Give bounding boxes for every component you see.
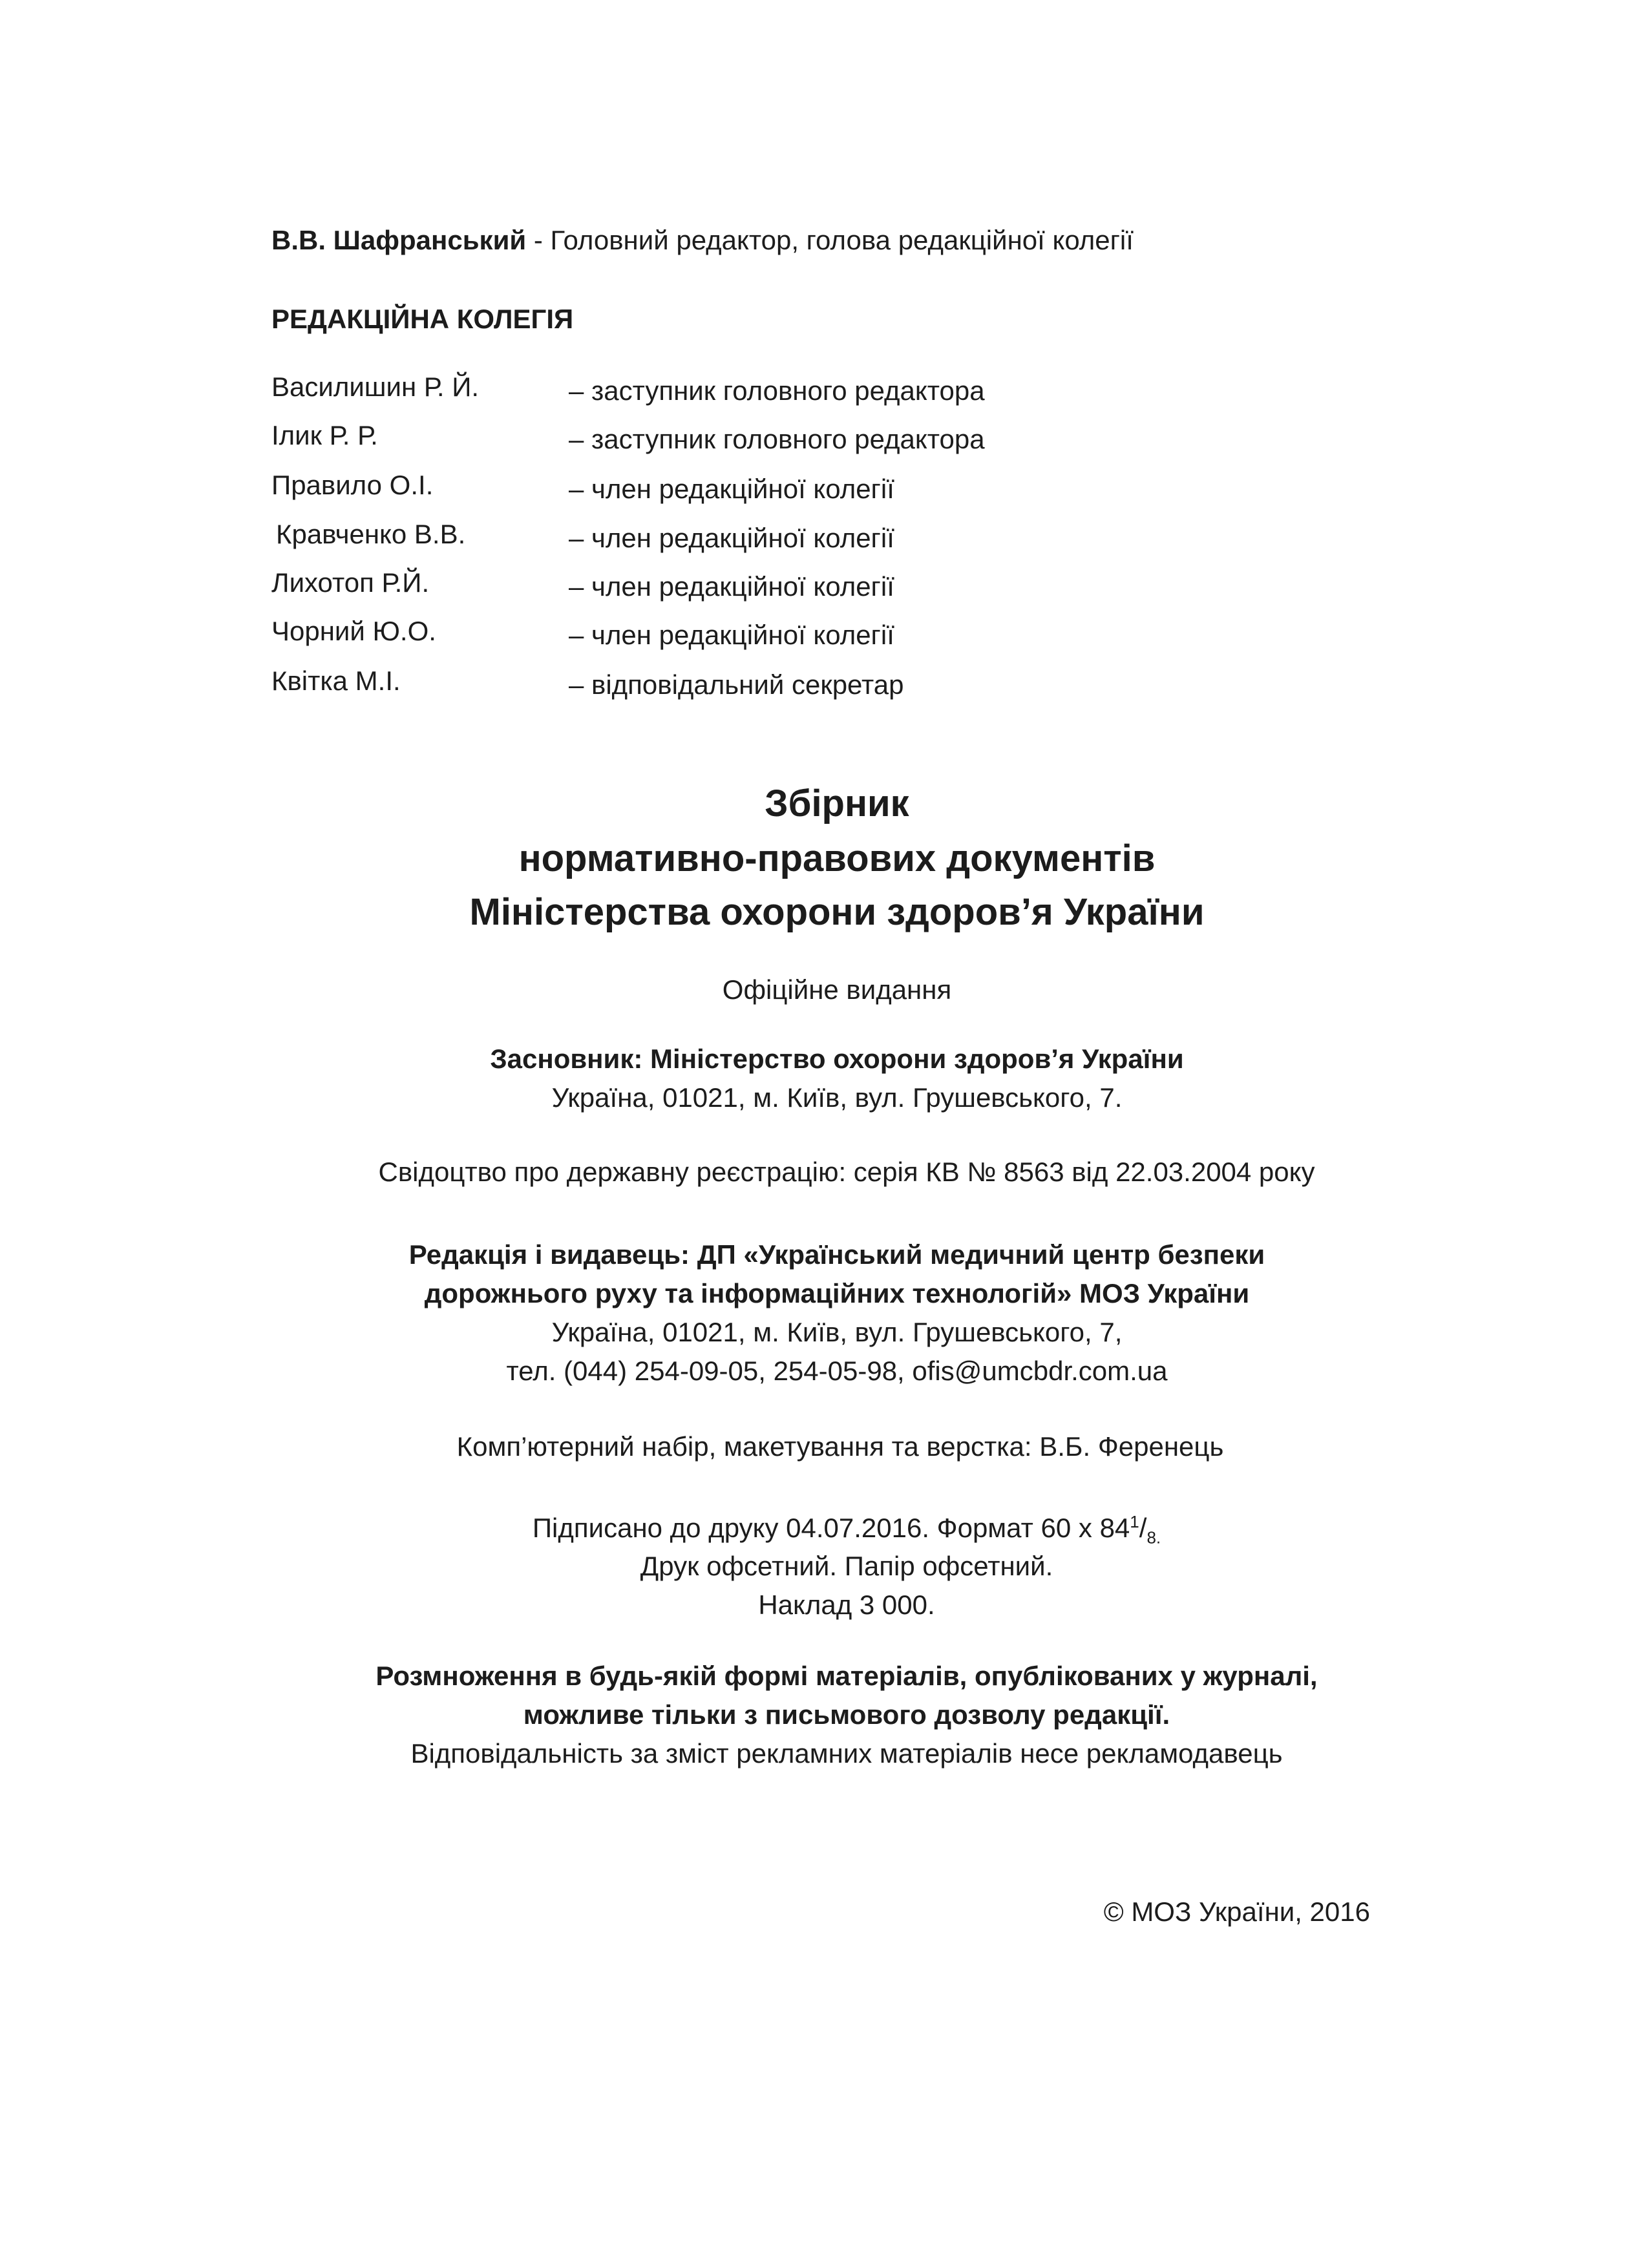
founder-address: Україна, 01021, м. Київ, вул. Грушевського, 7.: [551, 1082, 1123, 1113]
print-paper-line: Друк офсетний. Папір офсетний.: [640, 1551, 1053, 1581]
print-run-line: Наклад 3 000.: [758, 1590, 935, 1620]
advertising-responsibility: Відповідальність за зміст рекламних матеріалів несе рекламодавець: [410, 1738, 1283, 1769]
print-signed-text: Підписано до друку 04.07.2016. Формат 60 х 84: [532, 1513, 1130, 1543]
board-member: [0, 372, 1648, 410]
chief-editor-line: [271, 225, 1134, 256]
editorial-board-heading: РЕДАКЦІЙНА КОЛЕГІЯ: [271, 304, 574, 334]
member-role: – заступник головного редактора: [569, 424, 985, 454]
member-role: – член редакційної колегії: [569, 474, 894, 504]
typesetting-credit: Комп’ютерний набір, макетування та верстка: В.Б. Ференець: [456, 1431, 1224, 1462]
publisher-line1: Редакція і видавець: ДП «Український медичний центр безпеки: [408, 1239, 1265, 1270]
board-member: [0, 420, 1648, 459]
founder-line: Засновник: Міністерство охорони здоров’я України: [490, 1044, 1184, 1074]
board-member: [0, 567, 1648, 606]
member-role: – член редакційної колегії: [569, 523, 894, 553]
member-name: Лихотоп Р.Й.: [271, 567, 430, 598]
collection-title-line2: нормативно-правових документів: [518, 837, 1156, 879]
board-member: [0, 470, 1648, 509]
format-denominator: 8: [1146, 1528, 1156, 1548]
reproduction-notice-line2: можливе тільки з письмового дозволу редакції.: [523, 1699, 1170, 1730]
collection-title-line1: Збірник: [765, 782, 909, 824]
member-name: Квітка М.І.: [271, 666, 401, 696]
member-role: – відповідальний секретар: [569, 669, 904, 700]
chief-editor-role: Головний редактор, голова редакційної колегії: [550, 225, 1134, 255]
publisher-contacts: тел. (044) 254-09-05, 254-05-98, ofis@umcbdr.com.ua: [506, 1356, 1168, 1386]
chief-editor-separator: -: [526, 225, 551, 255]
print-signed-line: Підписано до друку 04.07.2016. Формат 60 х $84^1/_{8.}$: [532, 1512, 1161, 1548]
publisher-line2: дорожнього руху та інформаційних технологій» МОЗ України: [424, 1278, 1250, 1308]
registration-certificate: Свідоцтво про державну реєстрацію: серія КВ № 8563 від 22.03.2004 року: [378, 1157, 1315, 1187]
format-end: .: [1156, 1528, 1161, 1548]
member-role: – член редакційної колегії: [569, 620, 894, 650]
copyright-notice: © МОЗ України, 2016: [1103, 1896, 1370, 1927]
member-name: Правило О.І.: [271, 470, 434, 500]
collection-title-line3: Міністерства охорони здоров’я України: [469, 891, 1205, 933]
member-role: – заступник головного редактора: [569, 375, 985, 406]
chief-editor-name: В.В. Шафранський: [271, 225, 527, 255]
member-name: Кравченко В.В.: [276, 519, 466, 549]
format-numerator: 1: [1130, 1512, 1139, 1531]
publisher-address: Україна, 01021, м. Київ, вул. Грушевського, 7,: [551, 1317, 1123, 1347]
member-name: Чорний Ю.О.: [271, 616, 436, 646]
member-role: – член редакційної колегії: [569, 571, 894, 602]
board-member: [0, 616, 1648, 655]
reproduction-notice-line1: Розмноження в будь-якій формі матеріалів, опублікованих у журналі,: [375, 1661, 1318, 1691]
board-member: [0, 519, 1648, 558]
official-edition-label: Офіційне видання: [722, 974, 952, 1005]
member-name: Ілик Р. Р.: [271, 420, 378, 450]
member-name: Василишин Р. Й.: [271, 372, 480, 402]
board-member: [0, 666, 1648, 704]
